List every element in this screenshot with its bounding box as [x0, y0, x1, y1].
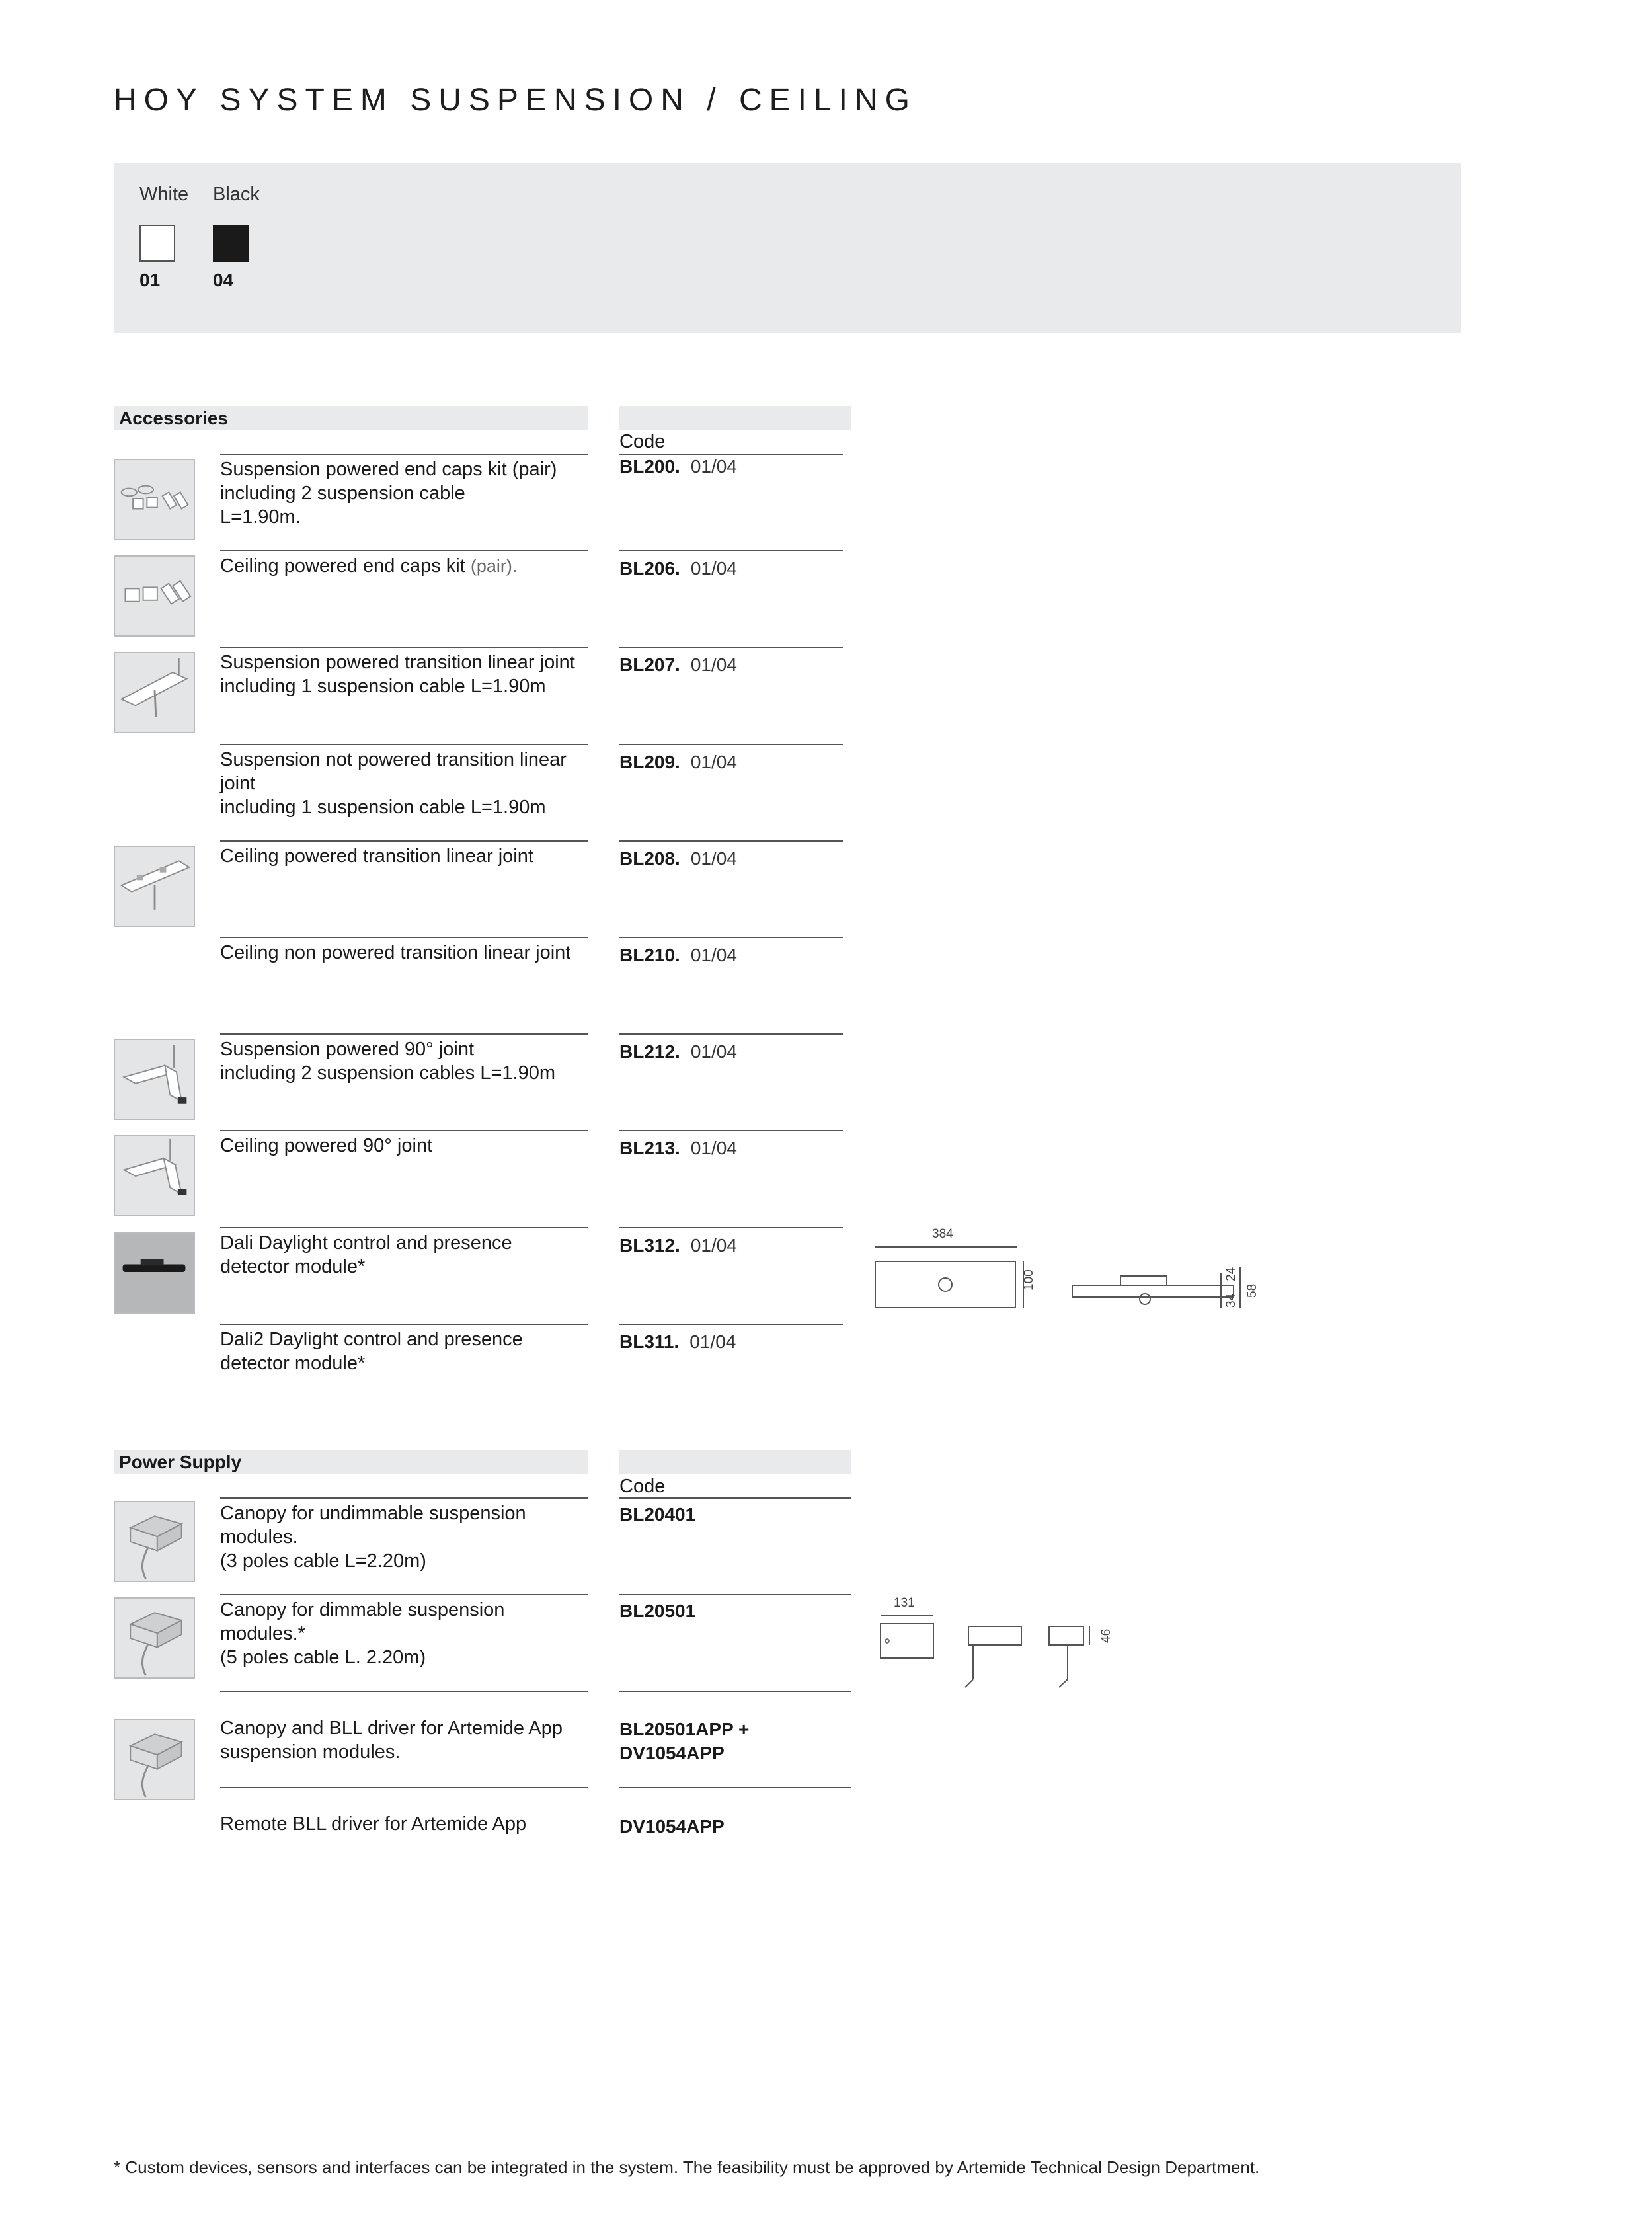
code-divider [619, 1324, 843, 1325]
accessory-description: Ceiling non powered transition linear joint [220, 942, 571, 963]
dim-width-131: 131 [894, 1596, 915, 1610]
accessory-code-variants: 01/04 [690, 1138, 737, 1158]
color-code-black: 04 [213, 270, 234, 290]
power-supply-code-label: Code [619, 1476, 666, 1497]
canopy-icon [114, 1501, 195, 1582]
row-divider [220, 1594, 588, 1595]
accessory-code-variants: 01/04 [690, 1235, 737, 1255]
accessory-code-variants: 01/04 [690, 752, 737, 772]
accessory-description-note: (pair). [470, 556, 518, 576]
color-options-panel [114, 163, 1461, 333]
page-title: HOY SYSTEM SUSPENSION / CEILING [114, 83, 917, 118]
accessory-code [619, 1234, 737, 1257]
accessory-code-number: BL210. [619, 945, 680, 965]
code-divider [619, 1130, 843, 1131]
accessory-code-variants: 01/04 [689, 1332, 736, 1352]
accessory-code [619, 847, 737, 871]
canopy-dimension-drawing [873, 1600, 1111, 1699]
row-divider [220, 840, 588, 842]
code-divider [619, 1594, 851, 1595]
accessory-code [619, 1040, 737, 1064]
accessory-description: Ceiling powered transition linear joint [220, 846, 533, 867]
accessory-description: Dali Daylight control and presence detector module* [220, 1232, 512, 1277]
detector-module-icon [114, 1232, 195, 1314]
accessory-description: Suspension not powered transition linear joint including 1 suspension cable L=1.90m [220, 749, 567, 818]
dim-height-46: 46 [1099, 1628, 1113, 1643]
color-label-white: White [139, 184, 189, 205]
row-divider [220, 454, 588, 455]
power-supply-header [114, 1450, 588, 1474]
accessory-code [619, 557, 737, 580]
power-supply-code-header-bar [619, 1450, 851, 1474]
power-supply-code: BL20501APP + DV1054APP [619, 1719, 750, 1763]
code-divider [619, 840, 843, 842]
accessory-code-number: BL213. [619, 1138, 680, 1158]
accessory-code-variants: 01/04 [690, 848, 737, 869]
accessory-description: Dali2 Daylight control and presence detector module* [220, 1329, 523, 1374]
linear-joint-ceiling-icon [114, 846, 195, 927]
accessory-code-variants: 01/04 [690, 558, 737, 578]
power-supply-code: DV1054APP [619, 1816, 725, 1837]
power-supply-code: BL20401 [619, 1504, 696, 1525]
power-supply-description: Canopy for undimmable suspension modules. (3 poles cable L=2.20m) [220, 1503, 526, 1572]
row-divider [220, 1324, 588, 1325]
power-supply-code: BL20501 [619, 1601, 696, 1621]
accessory-code-variants: 01/04 [690, 456, 737, 477]
canopy-icon [114, 1597, 195, 1679]
color-swatch-black[interactable] [213, 225, 249, 262]
linear-joint-suspension-icon [114, 652, 195, 733]
row-divider [220, 744, 588, 745]
accessories-code-label: Code [619, 431, 666, 452]
accessory-code-number: BL208. [619, 848, 680, 869]
dim-h-24: 24 [1224, 1267, 1238, 1281]
code-divider [619, 550, 843, 551]
row-divider [220, 1130, 588, 1131]
accessory-description: Suspension powered transition linear joint including 1 suspension cable L=1.90m [220, 652, 575, 697]
code-divider [619, 1497, 851, 1499]
row-divider [220, 1787, 588, 1788]
accessory-code-number: BL311. [619, 1332, 680, 1352]
code-divider [619, 1033, 843, 1035]
accessory-code-number: BL207. [619, 655, 680, 675]
row-divider [220, 1227, 588, 1228]
accessory-code-variants: 01/04 [690, 1041, 737, 1062]
row-divider [220, 1691, 588, 1692]
power-supply-description: Remote BLL driver for Artemide App [220, 1813, 527, 1835]
accessories-code-header-bar [619, 406, 851, 430]
dim-h-58: 58 [1245, 1283, 1259, 1298]
dim-height-100: 100 [1022, 1269, 1036, 1291]
detector-module-dimension-drawing [866, 1223, 1276, 1322]
row-divider [220, 550, 588, 551]
power-supply-description: Canopy for dimmable suspension modules.* (5 poles cable L. 2.20m) [220, 1599, 505, 1668]
power-supply-description: Canopy and BLL driver for Artemide App suspension modules. [220, 1718, 563, 1763]
row-divider [220, 647, 588, 648]
code-divider [619, 1691, 851, 1692]
accessories-header [114, 406, 588, 430]
accessory-description: Suspension powered end caps kit (pair) including 2 suspension cable L=1.90m. [220, 459, 557, 528]
accessories-title: Accessories [119, 408, 229, 428]
row-divider [220, 937, 588, 938]
accessory-code-number: BL209. [619, 752, 680, 772]
accessory-description: Ceiling powered 90° joint [220, 1135, 433, 1156]
code-divider [619, 744, 843, 745]
accessory-code-number: BL206. [619, 558, 680, 578]
code-divider [619, 937, 843, 938]
code-divider [619, 647, 843, 648]
accessory-code-number: BL312. [619, 1235, 680, 1255]
dim-h-34: 34 [1224, 1293, 1238, 1308]
accessory-code [619, 1136, 737, 1160]
accessory-code [619, 653, 737, 677]
row-divider [220, 1033, 588, 1035]
accessory-code-number: BL212. [619, 1041, 680, 1062]
end-caps-ceiling-icon [114, 555, 195, 637]
accessory-code [619, 1330, 736, 1354]
code-divider [619, 1787, 851, 1788]
accessory-code [619, 750, 737, 774]
dim-width-384: 384 [932, 1227, 953, 1241]
accessory-code-number: BL200. [619, 456, 680, 477]
accessory-code [619, 455, 737, 479]
color-swatch-white[interactable] [139, 225, 175, 262]
power-supply-title: Power Supply [119, 1452, 242, 1472]
accessory-description: Ceiling powered end caps kit (pair). [220, 555, 518, 577]
joint-90-ceiling-icon [114, 1135, 195, 1216]
color-code-white: 01 [139, 270, 161, 290]
color-label-black: Black [213, 184, 260, 205]
accessory-code-variants: 01/04 [690, 655, 737, 675]
end-caps-suspension-icon [114, 459, 195, 540]
canopy-icon [114, 1719, 195, 1800]
footnote: * Custom devices, sensors and interfaces can be integrated in the system. The feasibility must be approved by Artemide Technical Design Department. [114, 2157, 1260, 2177]
accessory-description: Suspension powered 90° joint including 2 suspension cables L=1.90m [220, 1039, 556, 1084]
accessory-code-variants: 01/04 [690, 945, 737, 965]
code-divider [619, 1227, 843, 1228]
joint-90-suspension-icon [114, 1039, 195, 1120]
row-divider [220, 1497, 588, 1499]
accessory-code [619, 943, 737, 967]
